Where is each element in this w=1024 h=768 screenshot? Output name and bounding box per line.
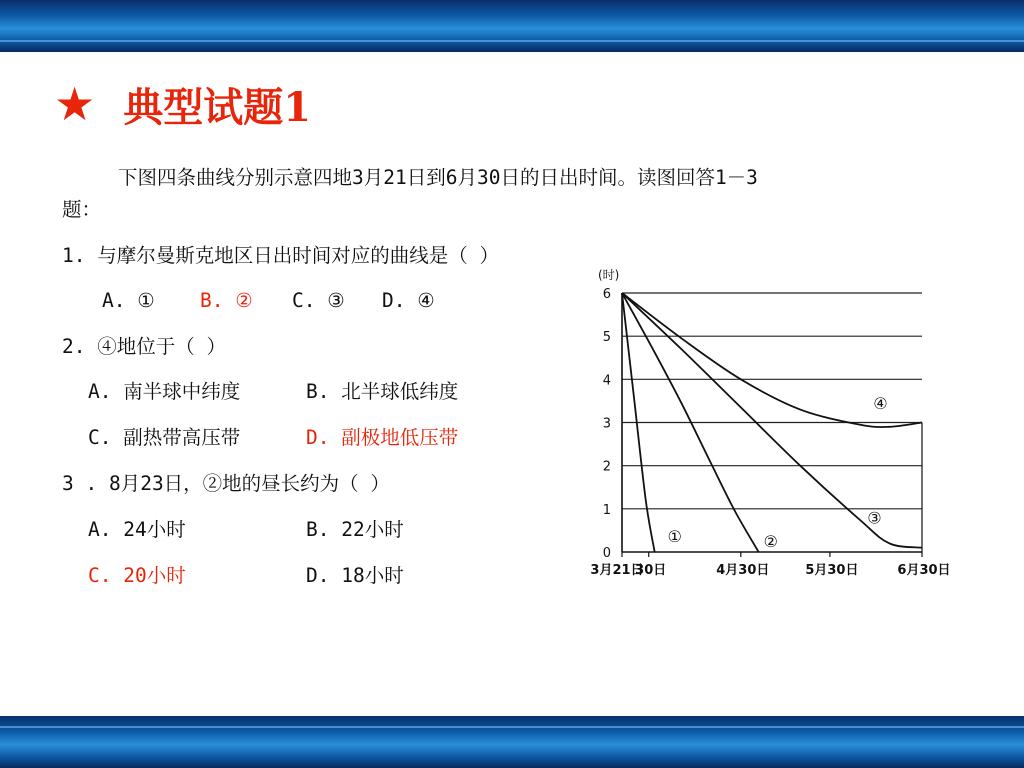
question-2-option-d: D. 副极地低压带 [306, 426, 459, 449]
question-2-option-c: C. 副热带高压带 [88, 426, 241, 449]
x-tick-label: 30日 [635, 563, 667, 578]
x-tick-label: 6月30日 [897, 563, 951, 578]
question-3-option-d: D. 18小时 [306, 564, 404, 587]
series-label: ① [667, 527, 682, 546]
question-3-option-c: C. 20小时 [88, 564, 186, 587]
sunrise-chart [555, 260, 965, 590]
question-1-option-c: C. ③ [292, 289, 345, 312]
y-tick-label: 4 [602, 373, 611, 389]
intro-line-1: 下图四条曲线分别示意四地3月21日到6月30日的日出时间。读图回答1－3 [118, 166, 758, 189]
question-3-option-b: B. 22小时 [306, 518, 404, 541]
y-axis-label: (时) [598, 268, 620, 282]
y-tick-label: 2 [602, 459, 611, 475]
question-2-option-b: B. 北半球低纬度 [306, 380, 459, 403]
series-label: ④ [873, 394, 888, 414]
series-label: ② [763, 532, 778, 551]
question-1-stem: 1. 与摩尔曼斯克地区日出时间对应的曲线是（ ） [62, 244, 499, 267]
series-label: ③ [867, 508, 882, 528]
y-tick-label: 0 [602, 546, 611, 561]
question-3-option-a: A. 24小时 [88, 518, 186, 541]
x-tick-label: 5月30日 [805, 563, 859, 578]
y-tick-label: 5 [602, 330, 611, 346]
y-tick-label: 6 [602, 287, 611, 302]
question-1-option-b: B. ② [200, 289, 253, 312]
question-2-option-a: A. 南半球中纬度 [88, 380, 241, 403]
bottom-banner-stripe [0, 726, 1024, 728]
bottom-banner [0, 716, 1024, 768]
intro-line-2: 题： [62, 198, 102, 221]
x-tick-label: 3月21日 [590, 563, 644, 578]
question-1-option-d: D. ④ [382, 289, 435, 312]
y-tick-label: 3 [602, 416, 611, 432]
question-1-option-a: A. ① [102, 289, 155, 312]
question-2-stem: 2. ④地位于（ ） [62, 335, 226, 358]
top-banner [0, 0, 1024, 52]
question-3-stem: 3 . 8月23日，②地的昼长约为（ ） [62, 472, 390, 495]
x-tick-label: 4月30日 [716, 563, 770, 578]
y-tick-label: 1 [602, 502, 611, 518]
top-banner-stripe [0, 40, 1024, 42]
slide-title [54, 74, 311, 134]
slide-title-text: 典型试题1 [123, 83, 312, 131]
star-icon: ★ [54, 77, 96, 131]
